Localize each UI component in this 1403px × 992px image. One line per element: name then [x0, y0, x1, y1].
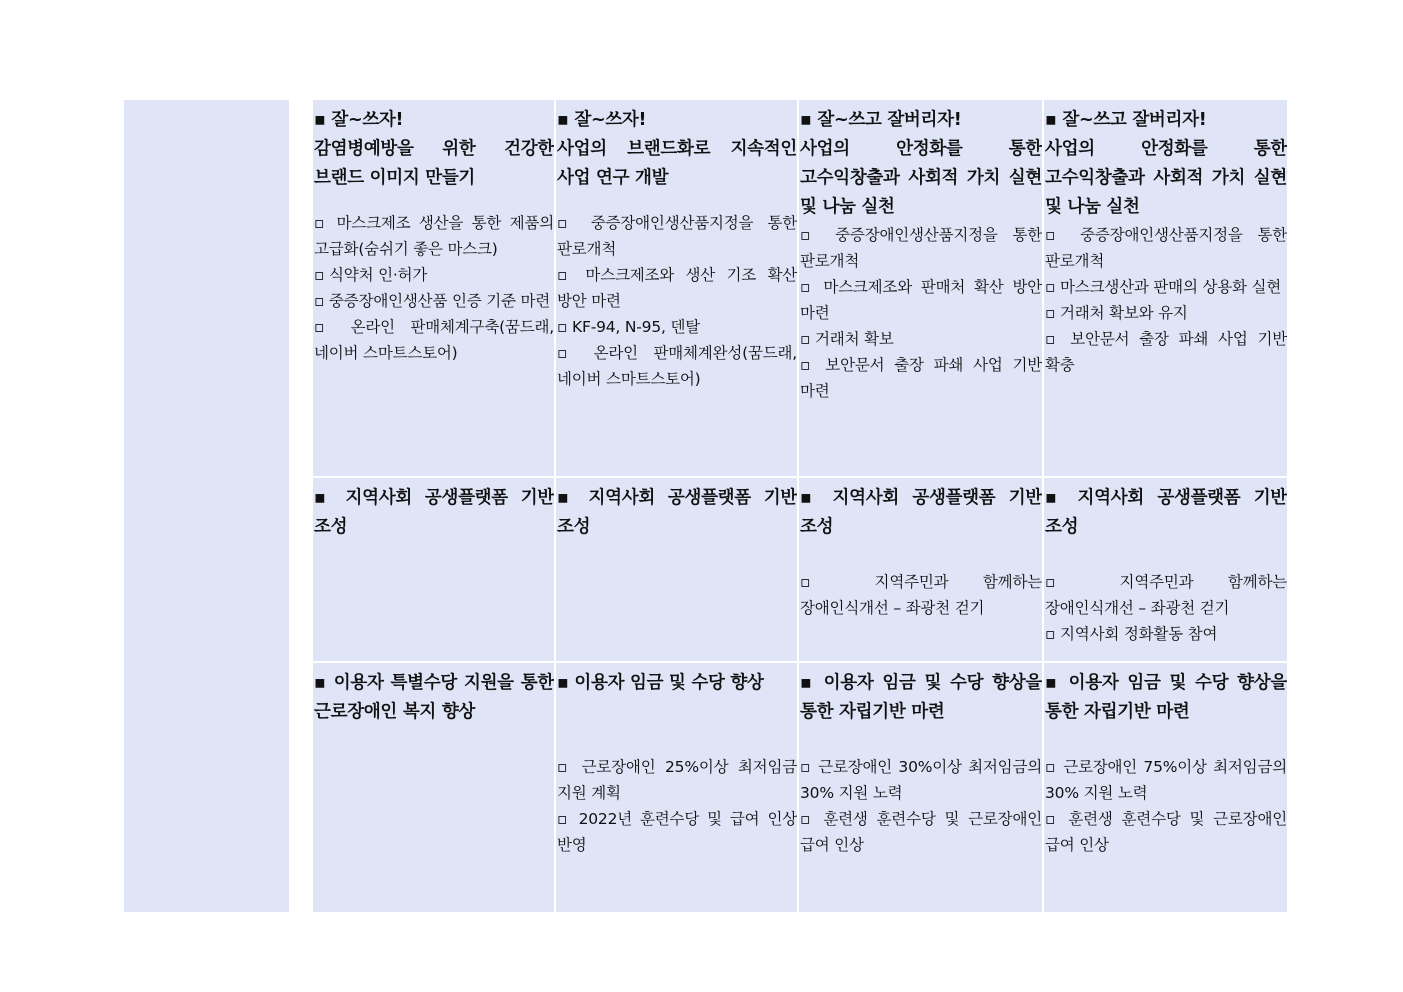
list-item: ▫ 근로장애인 75%이상 최저임금의 30% 지원 노력: [1045, 758, 1287, 802]
spacer: [1045, 727, 1287, 754]
cell-heading: ▪ 잘~쓰고 잘버리자! 사업의 안정화를 통한 고수익창출과 사회적 가치 실현 및 나눔 실천: [800, 110, 1042, 217]
list-item: ▫ 지역주민과 함께하는 장애인식개선 – 좌광천 걷기: [1045, 573, 1287, 617]
list-item: ▫ 온라인 판매체계구축(꿈드래, 네이버 스마트스토어): [314, 318, 554, 362]
spacer: [1045, 542, 1287, 569]
list-item: ▫ 마스크제조와 생산 기조 확산 방안 마련: [557, 266, 797, 310]
table-cell: [556, 100, 797, 476]
table-cell: [1044, 100, 1287, 476]
list-item: ▫ 근로장애인 25%이상 최저임금 지원 계획: [557, 758, 797, 802]
list-item: ▫ 식약처 인·허가: [314, 266, 428, 284]
table-cell: [1044, 478, 1287, 661]
list-item: ▫ 중증장애인생산품 인증 기준 마련: [314, 292, 551, 310]
spacer: [800, 727, 1042, 754]
cell-heading: ▪ 이용자 특별수당 지원을 통한 근로장애인 복지 향상: [314, 673, 554, 722]
list-item: ▫ 중증장애인생산품지정을 통한 판로개척: [1045, 226, 1287, 270]
plan-table: [313, 100, 1285, 912]
spacer: [557, 698, 797, 754]
cell-heading: ▪ 잘~쓰고 잘버리자! 사업의 안정화를 통한 고수익창출과 사회적 가치 실현 및 나눔 실천: [1045, 110, 1287, 217]
cell-heading: ▪ 이용자 임금 및 수당 향상을 통한 자립기반 마련: [1045, 673, 1287, 722]
list-item: ▫ 온라인 판매체계완성(꿈드래, 네이버 스마트스토어): [557, 344, 797, 388]
list-item: ▫ 훈련생 훈련수당 및 근로장애인 급여 인상: [1045, 810, 1287, 854]
list-item: ▫ 지역사회 정화활동 참여: [1045, 625, 1218, 643]
table-cell: [799, 663, 1042, 912]
cell-heading: ▪ 지역사회 공생플랫폼 기반 조성: [314, 488, 554, 537]
spacer: [800, 542, 1042, 569]
spacer: [557, 193, 797, 210]
table-cell: [556, 663, 797, 912]
list-item: ▫ 마스크생산과 판매의 상용화 실현: [1045, 278, 1282, 296]
list-item: ▫ 2022년 훈련수당 및 급여 인상 반영: [557, 810, 797, 854]
cell-heading: ▪ 잘~쓰자! 사업의 브랜드화로 지속적인 사업 연구 개발: [557, 110, 797, 188]
cell-heading: ▪ 잘~쓰자! 감염병예방을 위한 건강한 브랜드 이미지 만들기: [314, 110, 554, 188]
list-item: ▫ 훈련생 훈련수당 및 근로장애인 급여 인상: [800, 810, 1042, 854]
list-item: ▫ 마스크제조와 판매처 확산 방안 마련: [800, 278, 1042, 322]
list-item: ▫ 근로장애인 30%이상 최저임금의 30% 지원 노력: [800, 758, 1042, 802]
list-item: ▫ 중증장애인생산품지정을 통한 판로개척: [557, 214, 797, 258]
table-cell: [313, 663, 554, 912]
table-cell: [556, 478, 797, 661]
list-item: ▫ KF-94, N-95, 덴탈: [557, 318, 700, 336]
cell-heading: ▪ 지역사회 공생플랫폼 기반 조성: [557, 488, 797, 537]
table-cell: [799, 100, 1042, 476]
list-item: ▫ 지역주민과 함께하는 장애인식개선 – 좌광천 걷기: [800, 573, 1042, 617]
cell-heading: ▪ 지역사회 공생플랫폼 기반 조성: [1045, 488, 1287, 537]
table-cell: [1044, 663, 1287, 912]
table-cell: [313, 100, 554, 476]
list-item: ▫ 중증장애인생산품지정을 통한 판로개척: [800, 226, 1042, 270]
table-cell: [313, 478, 554, 661]
spacer: [314, 193, 554, 210]
cell-heading: ▪ 이용자 임금 및 수당 향상을 통한 자립기반 마련: [800, 673, 1042, 722]
list-item: ▫ 보안문서 출장 파쇄 사업 기반 확충: [1045, 330, 1287, 374]
left-side-panel: [124, 100, 289, 912]
list-item: ▫ 거래처 확보와 유지: [1045, 304, 1188, 322]
list-item: ▫ 마스크제조 생산을 통한 제품의 고급화(숨쉬기 좋은 마스크): [314, 214, 554, 258]
cell-heading: ▪ 지역사회 공생플랫폼 기반 조성: [800, 488, 1042, 537]
list-item: ▫ 보안문서 출장 파쇄 사업 기반 마련: [800, 356, 1042, 400]
cell-heading: ▪ 이용자 임금 및 수당 향상: [557, 673, 764, 693]
list-item: ▫ 거래처 확보: [800, 330, 894, 348]
table-cell: [799, 478, 1042, 661]
